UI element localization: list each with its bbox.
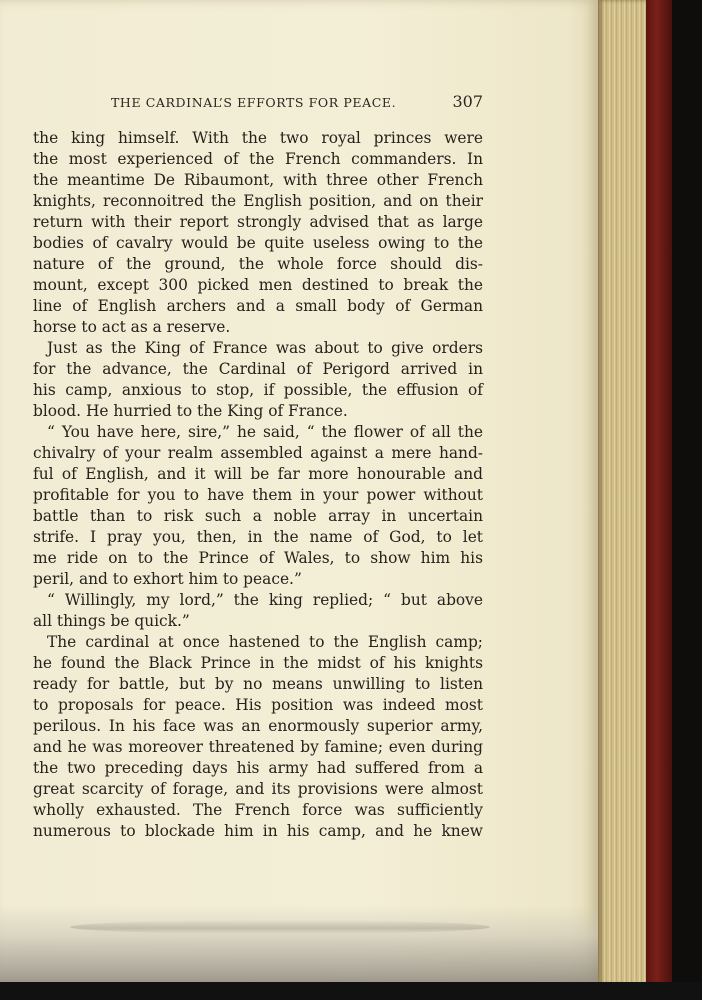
text-line: return with their report strongly advised that as large <box>33 213 483 231</box>
text-line: wholly exhausted. The French force was sufficiently <box>33 801 483 819</box>
text-line: peril, and to exhort him to peace.” <box>33 570 302 588</box>
text-line: perilous. In his face was an enormously superior army, <box>33 717 483 735</box>
text-line: all things be quick.” <box>33 612 190 630</box>
text-line: ful of English, and it will be far more honourable and <box>33 465 483 483</box>
text-line: horse to act as a reserve. <box>33 318 231 336</box>
body-text <box>33 128 483 842</box>
text-line: me ride on to the Prince of Wales, to show him his <box>33 549 483 567</box>
text-line: ready for battle, but by no means unwilling to listen <box>33 675 483 693</box>
text-line: “ Willingly, my lord,” the king replied; “ but above <box>47 591 483 609</box>
text-line: Just as the King of France was about to give orders <box>47 339 483 357</box>
text-line: chivalry of your realm assembled against a mere hand- <box>33 444 483 462</box>
bottom-shadow <box>0 982 702 1000</box>
text-line: he found the Black Prince in the midst of his knights <box>33 654 483 672</box>
text-line: mount, except 300 picked men destined to break the <box>33 276 483 294</box>
text-line: the most experienced of the French commanders. In <box>33 150 483 168</box>
text-line: line of English archers and a small body of German <box>33 297 483 315</box>
page-edges <box>598 0 646 985</box>
text-line: nature of the ground, the whole force should dis- <box>33 255 483 273</box>
text-line: his camp, anxious to stop, if possible, the effusion of <box>33 381 483 399</box>
dark-background <box>672 0 702 1000</box>
text-line: bodies of cavalry would be quite useless owing to the <box>33 234 483 252</box>
book-cover-edge <box>646 0 672 990</box>
page-number: 307 <box>452 92 483 111</box>
text-line: strife. I pray you, then, in the name of God, to let <box>33 528 483 546</box>
text-line: great scarcity of forage, and its provisions were almost <box>33 780 483 798</box>
text-line: for the advance, the Cardinal of Perigord arrived in <box>33 360 483 378</box>
page-bottom-shadow <box>0 905 598 982</box>
text-line: numerous to blockade him in his camp, and he knew <box>33 822 483 840</box>
text-line: The cardinal at once hastened to the English camp; <box>47 633 483 651</box>
text-line: profitable for you to have them in your power without <box>33 486 483 504</box>
text-line: blood. He hurried to the King of France. <box>33 402 348 420</box>
page-header <box>33 92 483 116</box>
text-line: “ You have here, sire,” he said, “ the flower of all the <box>47 423 483 441</box>
text-line: battle than to risk such a noble array in uncertain <box>33 507 483 525</box>
running-head: THE CARDINAL’S EFFORTS FOR PEACE. <box>111 95 397 110</box>
text-line: the king himself. With the two royal princes were <box>33 129 483 147</box>
text-line: the meantime De Ribaumont, with three other French <box>33 171 483 189</box>
text-line: to proposals for peace. His position was indeed most <box>33 696 483 714</box>
text-line: knights, reconnoitred the English position, and on their <box>33 192 483 210</box>
text-line: the two preceding days his army had suffered from a <box>33 759 483 777</box>
text-line: and he was moreover threatened by famine; even during <box>33 738 483 756</box>
